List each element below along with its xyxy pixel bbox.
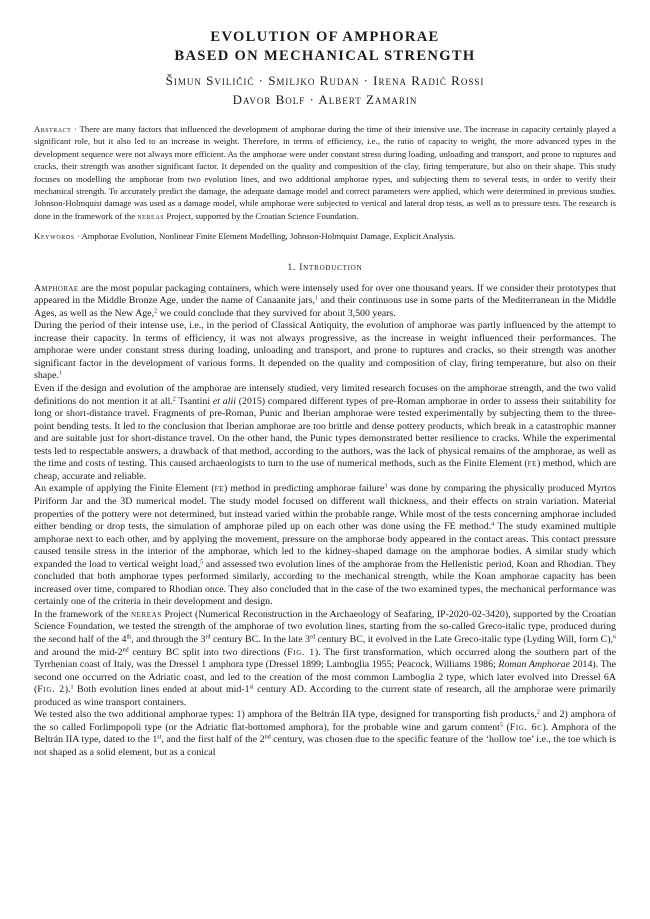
paragraph-3: [34, 383, 616, 483]
p3-text-c: (2015) compared different types of pre-Roman amphorae in order to assess their suitability for long or short-distance travel. Fragments of pre-Roman, Punic and Iberian amphorae were tested experimentally by subjecting them to the three-point bending tests. It led to the conclusion that Iberian amphorae are too brittle and dense pottery products, which break in a catastrophic manner and are suitable just for short-distance travel. On the other hand, the Punic types demonstrated better resilience to cracks. While the experimental tests led to respectable answers, a drawback of that method, according to the authors, was the lack of physical remains of the amphorae, as well as the time and costs of testing. This caused archaeologists to turn to the use of numerical methods, such as the Finite Element (: [34, 395, 616, 470]
p5-text-g: century BC split into two directions (: [128, 646, 288, 658]
p5-text-h: ). The first transformation, which occurred along the southern part of the Tyrrhenian coast of Italy, was the Dressel 1 amphora type (Dressel 1899; Lamboglia 1955; Peacock, Williams 1986;: [34, 646, 616, 671]
footnote-ref: 2: [154, 308, 158, 315]
abstract-text-1: · There are many factors that influenced the development of amphorae during the time of their intensive use. The increase in capacity certainly played a significant role, but it also led to an increase in weight. Therefore, in terms of efficiency, i.e., the ratio of capacity to weight, the more advanced types in the development sequence were not always more efficient. As the amphorae were under constant stress during loading, unloading and transport, and prone to ruptures and cracks, their strength was another significant factor. It depended on the quality and composition of the clay, firing temperature, but also on their shape. This study focuses on modelling the amphorae from two evolution lines, and two additional amphorae types, and subjecting them to several tests, in order to verify their mechanical strength. To accurately predict the damage, the adequate damage model and correct parameters were applied, which were determined in previous studies. Johnson-Holmquist damage was used as a damage model, while amphorae were subjected to vertical and lateral drop tests, as well as to pressure tests. The research is done in the framework of the: [34, 124, 616, 221]
p5-text-i: 2014). The second one occurred on the Adriatic coast, and led to the creation of the most common Lamboglia 2 type, which later evolved into Dressel 6A (: [34, 659, 616, 696]
authors-line-1: Šimun Sviličić · Smiljko Rudan · Irena Radić Rossi: [165, 73, 485, 88]
paper-page: [34, 28, 616, 759]
p4-text-b: ) method in predicting amphorae failure: [224, 483, 385, 495]
p4-text-e: and assessed two evolution lines of the amphorae from the Hellenistic period, Koan and Rhodian. They concluded that both amphorae types performed similarly, according to the mechanical strength, while the Koan amphorae capacity has been increased over time, compared to Rhodian once. They also concluded that in the case of the two examined types, the mechanical performance was certainly one of the criteria in their development and design.: [34, 558, 616, 608]
p3-text-a: Even if the design and evolution of the amphorae are intensely studied, very limited research focuses on the amphorae strength, and the two valid definitions do not mention it at all.: [34, 383, 616, 407]
footnote-ref: 5: [499, 722, 503, 729]
p3-text-d: ) method, which are cheap, accurate and reliable.: [34, 458, 616, 482]
p6-text-a: We tested also the two additional amphorae types: 1) amphora of the Beltrán IIA type, designed for transporting fish products,: [34, 709, 537, 721]
p1-text-a: are the most popular packaging containers, which were intensely used for over one thousand years. If we consider their prototypes that appeared in the Middle Bronze Age, under the name of Canaanite jars,: [34, 282, 616, 307]
footnote-ref: 1: [58, 370, 62, 377]
p5-text-b: Project (Numerical Reconstruction in the Archaeology of Seafaring, IP-2020-02-3420), supported by the Croatian Science Foundation, we tested the strength of the amphorae of two evolution lines, starting from the so-called Greco-italic type, produced during the second half of the 4: [34, 608, 616, 645]
footnote-ref: 3: [384, 483, 388, 490]
p1-text-b: and their continuous use in some parts of the Mediterranean in the Middle Ages, as well as the New Age,: [34, 295, 616, 319]
abstract: [34, 123, 616, 222]
ordinal-suffix: nd: [122, 647, 129, 654]
footnote-ref: 1: [70, 684, 74, 691]
footnote-ref: 4: [491, 521, 495, 528]
footnote-ref: 2: [172, 396, 176, 403]
paragraph-2: [34, 320, 616, 383]
footnote-ref: 1: [315, 295, 319, 302]
paper-title: [34, 28, 616, 66]
author-list: [34, 71, 616, 109]
ordinal-suffix: st: [249, 684, 254, 691]
paragraph-4: [34, 483, 616, 608]
p6-text-d: ). Amphora of the Beltrán IIA type, dated to the 1: [34, 721, 616, 746]
p5-text-d: century BC. In the late 3: [210, 633, 311, 645]
p5-text-k: Both evolution lines ended at about mid-1: [73, 684, 250, 696]
p2-text: During the period of their intense use, i.e., in the period of Classical Antiquity, the evolution of amphorae was partly influenced by the attempt to increase their capacity. In terms of efficiency, it was not always progressive, as the increase in weight influenced their performances. The amphorae were under constant stress during loading, unloading and transport, and prone to ruptures and cracks, so their strength was another significant factor in the development of various forms. It depended on the quality and composition of clay, firing temperature, but also on their shape.: [34, 320, 616, 382]
ordinal-suffix: rd: [310, 634, 316, 641]
paragraph-5: [34, 609, 616, 709]
ordinal-suffix: rd: [205, 634, 211, 641]
p5-text-c: , and through the 3: [131, 633, 206, 645]
abstract-label: Abstract: [34, 124, 72, 134]
footnote-ref: 6: [613, 634, 616, 641]
p1-text-c: we could conclude that they survived for about 3,500 years.: [157, 307, 396, 319]
p4-text-d: The study examined multiple amphorae next to each other, and by applying the movement, pressure on the amphorae body appeared in the contact areas. This contact pressure caused tensile stress in the interior of the amphorae, which led to the kidney-shaped damage on the amphorae bodies. A similar study which expanded the load to vertical weight load,: [34, 521, 616, 570]
figure-ref-1: Fig. 1: [287, 646, 315, 658]
authors-line-2: Davor Bolf · Albert Zamarin: [232, 92, 418, 107]
figure-ref-6c: Fig. 6c: [509, 721, 543, 733]
title-line-1: EVOLUTION OF AMPHORAE: [210, 29, 440, 45]
fe-abbrev: fe: [527, 458, 537, 470]
p6-text-f: century, was chosen due to the specific feature of the ‘hollow toe’ i.e., the toe which is not shaped as a solid element, but as a conical: [34, 734, 617, 758]
footnote-ref: 5: [200, 559, 204, 566]
p3-text-b: Tsantini: [175, 395, 213, 407]
figure-ref-2: Fig. 2: [37, 684, 65, 696]
p6-text-c: (: [502, 721, 510, 733]
paragraph-1: [34, 283, 616, 321]
ordinal-suffix: st: [157, 734, 162, 741]
keywords-text: · Amphorae Evolution, Nonlinear Finite Element Modelling, Johnson-Holmquist Damage, Explicit Analysis.: [74, 231, 456, 242]
nereas-project-name: nereas: [131, 608, 162, 620]
keywords-label: Keywords: [34, 231, 75, 242]
drop-lead-word: Amphorae: [34, 282, 79, 294]
p6-text-e: , and the first half of the 2: [161, 734, 265, 746]
section-heading-introduction: 1. Introduction: [287, 262, 363, 273]
ordinal-suffix: nd: [264, 734, 271, 741]
p6-text-b: and 2) amphora of the so called Forlimpopoli type (or the Adriatic flat-bottomed amphora), for the probable wine and garum content: [34, 709, 616, 733]
p5-text-j: ).: [64, 684, 71, 696]
p3-italic: et alii: [212, 395, 236, 407]
title-line-2: BASED ON MECHANICAL STRENGTH: [174, 48, 476, 64]
ordinal-suffix: th: [126, 634, 132, 641]
p5-text-l: century AD. According to the current state of research, all the amphorae were primarily produced as wine transport containers.: [34, 684, 617, 708]
footnote-ref: 2: [536, 709, 540, 716]
p4-text-c: was done by comparing the physically produced Myrtos Piriform Jar and the 3D numerical model. The study model focused on different wall thickness, and their effects on strain variation. Material properties of the pottery were not determined, but instead varied within the probable range. While most of the tests concerning amphorae included either bending or drop tests, the simulation of amphorae piled up on each other was done using the FE method.: [34, 483, 616, 533]
p5-italic: Roman Amphorae: [498, 659, 570, 671]
keywords: [34, 230, 616, 242]
p5-text-f: and around the mid-2: [34, 646, 123, 658]
fe-abbrev: fe: [214, 483, 225, 495]
paragraph-6: [34, 709, 616, 759]
p5-text-e: century BC, it evolved in the Late Greco-italic type (Lyding Will, form C),: [315, 633, 613, 645]
abstract-text-2: Project, supported by the Croatian Science Foundation.: [164, 210, 359, 221]
nereas-project-name: nereas: [137, 210, 165, 221]
p5-text-a: In the framework of the: [34, 608, 131, 620]
p4-text-a: An example of applying the Finite Element (: [34, 483, 215, 495]
introduction-body: [34, 283, 616, 760]
